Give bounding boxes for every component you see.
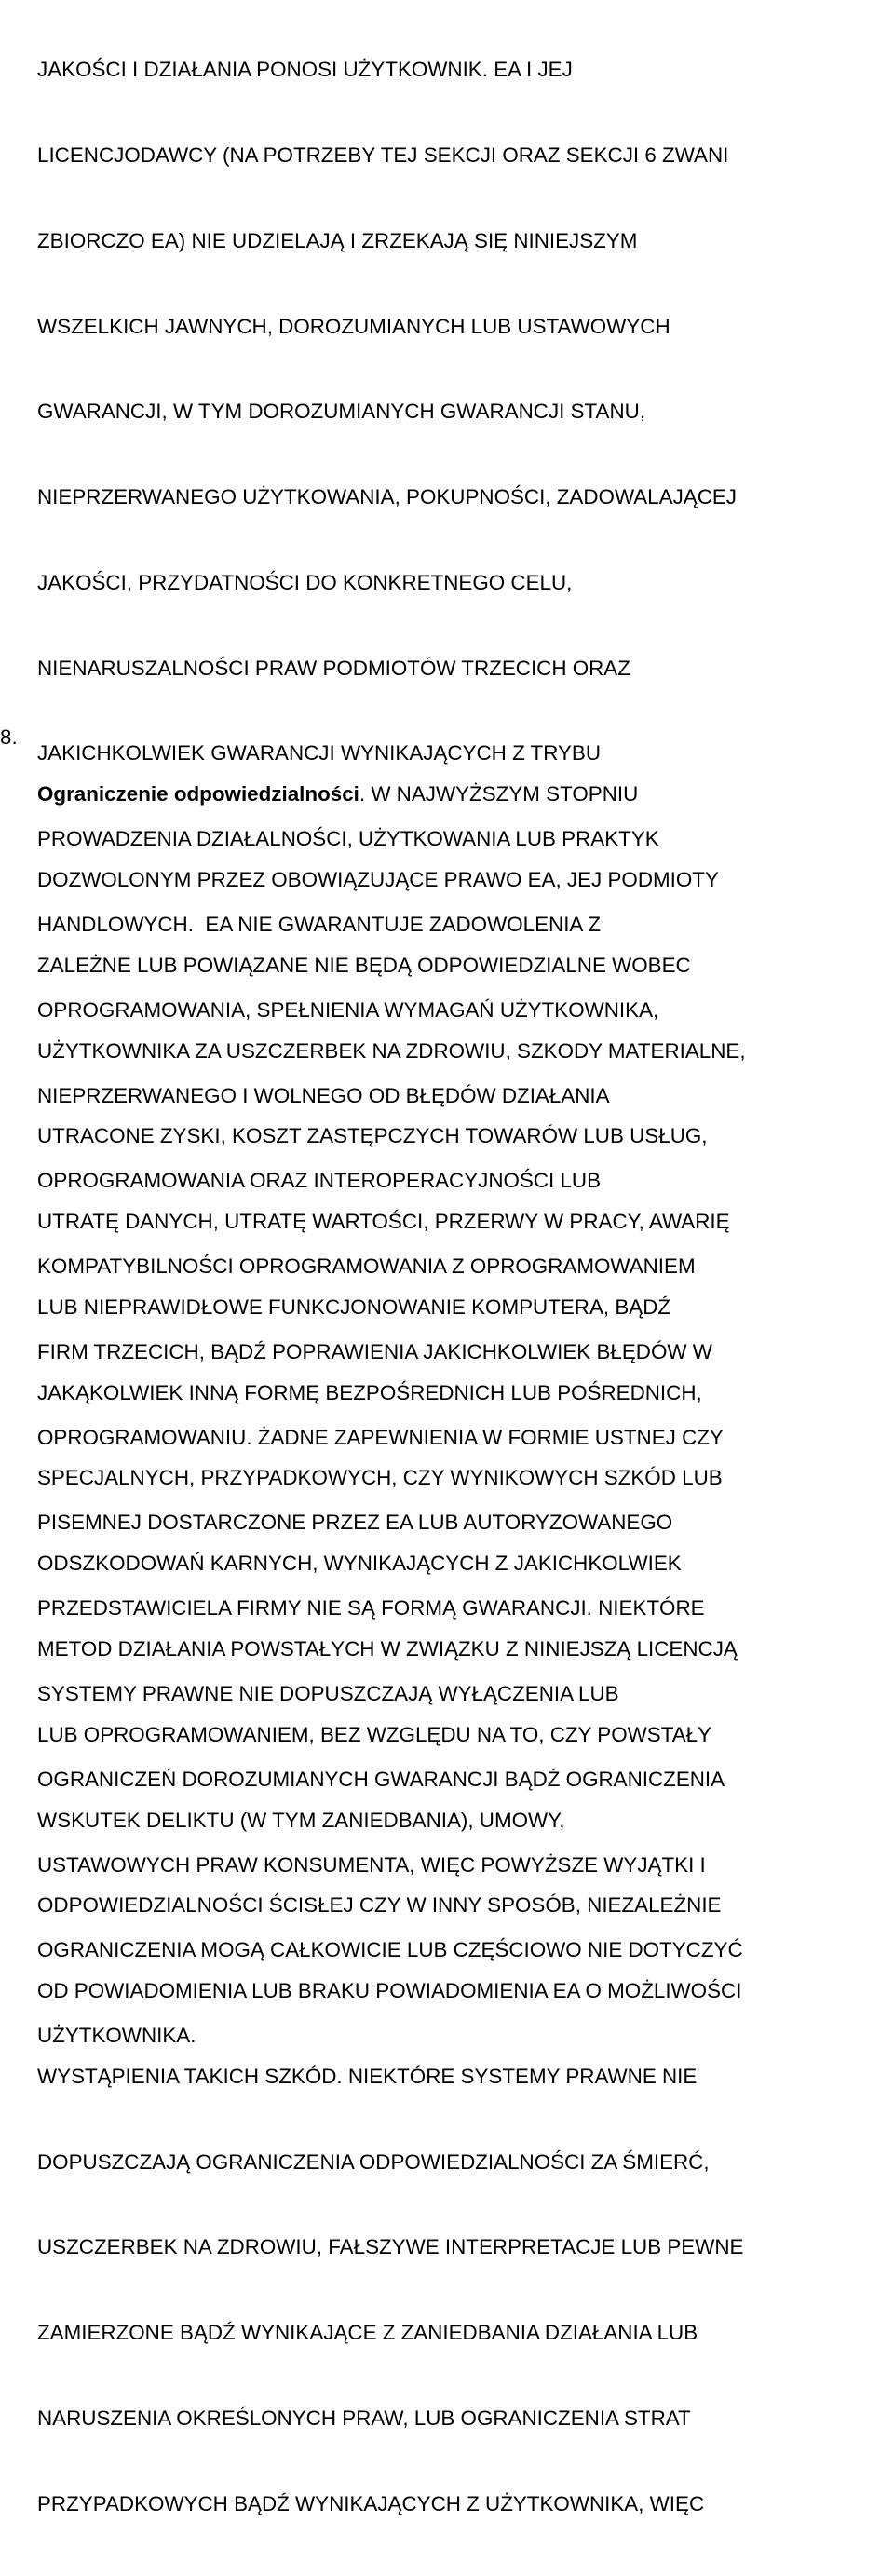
text-line: ZAMIERZONE BĄDŹ WYNIKAJĄCE Z ZANIEDBANIA DZIAŁANIA LUB [37,2321,698,2345]
section-heading-suffix: . [359,782,366,807]
text-line: FIRM TRZECICH, BĄDŹ POPRAWIENIA JAKICHKOLWIEK BŁĘDÓW W [37,1339,712,1363]
text-line: SYSTEMY PRAWNE NIE DOPUSZCZAJĄ WYŁĄCZENIA LUB [37,1682,619,1706]
text-line: JAKOŚCI I DZIAŁANIA PONOSI UŻYTKOWNIK. EA I JEJ [37,58,573,82]
text-line: OGRANICZEŃ DOROZUMIANYCH GWARANCJI BĄDŹ OGRANICZENIA [37,1767,725,1791]
text-line: ODPOWIEDZIALNOŚCI ŚCISŁEJ CZY W INNY SPOSÓB, NIEZALEŻNIE [37,1893,722,1918]
text-line: JAKOŚCI, PRZYDATNOŚCI DO KONKRETNEGO CELU, [37,570,573,594]
section-8-body [37,724,746,2576]
text-line: OPROGRAMOWANIA, SPEŁNIENIA WYMAGAŃ UŻYTKOWNIKA, [37,997,659,1022]
text-line: LUB OPROGRAMOWANIEM, BEZ WZGLĘDU NA TO, CZY POWSTAŁY [37,1722,712,1746]
text-line: NIEPRZERWANEGO UŻYTKOWANIA, POKUPNOŚCI, ZADOWALAJĄCEJ [37,485,738,509]
text-line: PRZEDSTAWICIELA FIRMY NIE SĄ FORMĄ GWARANCJI. NIEKTÓRE [37,1596,705,1620]
text-line: DOZWOLONYM PRZEZ OBOWIĄZUJĄCE PRAWO EA, JEJ PODMIOTY [37,867,719,891]
text-line: WSKUTEK DELIKTU (W TYM ZANIEDBANIA), UMOWY, [37,1808,565,1832]
text-line: USTAWOWYCH PRAW KONSUMENTA, WIĘC POWYŻSZE WYJĄTKI I [37,1852,706,1877]
text-line: GWARANCJI, W TYM DOROZUMIANYCH GWARANCJI STANU, [37,400,646,424]
text-line: OPROGRAMOWANIU. ŻADNE ZAPEWNIENIA W FORMIE USTNEJ CZY [37,1425,724,1449]
section-number: 8. [0,725,18,749]
text-line: WYSTĄPIENIA TAKICH SZKÓD. NIEKTÓRE SYSTEMY PRAWNE NIE [37,2064,698,2088]
text-line: NIENARUSZALNOŚCI PRAW PODMIOTÓW TRZECICH ORAZ [37,656,630,680]
text-line: SPECJALNYCH, PRZYPADKOWYCH, CZY WYNIKOWYCH SZKÓD LUB [37,1466,723,1490]
text-line: UTRATĘ DANYCH, UTRATĘ WARTOŚCI, PRZERWY W PRACY, AWARIĘ [37,1210,730,1234]
text-line: JAKICHKOLWIEK GWARANCJI WYNIKAJĄCYCH Z TRYBU [37,741,602,766]
text-line: NARUSZENIA OKREŚLONYCH PRAW, LUB OGRANICZENIA STRAT [37,2407,691,2431]
text-line: LICENCJODAWCY (NA POTRZEBY TEJ SEKCJI ORAZ SEKCJI 6 ZWANI [37,142,729,167]
text-line: UŻYTKOWNIKA ZA USZCZERBEK NA ZDROWIU, SZKODY MATERIALNE, [37,1038,746,1063]
text-line: METOD DZIAŁANIA POWSTAŁYCH W ZWIĄZKU Z NINIEJSZĄ LICENCJĄ [37,1637,738,1661]
text-line: PISEMNEJ DOSTARCZONE PRZEZ EA LUB AUTORYZOWANEGO [37,1511,673,1535]
text-line: LUB NIEPRAWIDŁOWE FUNKCJONOWANIE KOMPUTERA, BĄDŹ [37,1295,671,1319]
section-first-line-text: W NAJWYŻSZYM STOPNIU [365,782,639,807]
text-line: ZALEŻNE LUB POWIĄZANE NIE BĘDĄ ODPOWIEDZIALNE WOBEC [37,953,691,977]
text-line: DOPUSZCZAJĄ OGRANICZENIA ODPOWIEDZIALNOŚCI ZA ŚMIERĆ, [37,2149,710,2174]
section-heading: Ograniczenie odpowiedzialności [37,782,359,807]
text-line: NIEPRZERWANEGO I WOLNEGO OD BŁĘDÓW DZIAŁANIA [37,1083,610,1107]
section-first-line [37,780,746,809]
text-line: HANDLOWYCH. EA NIE GWARANTUJE ZADOWOLENIA Z [37,913,602,936]
text-line: WSZELKICH JAWNYCH, DOROZUMIANYCH LUB USTAWOWYCH [37,314,670,338]
text-line: OD POWIADOMIENIA LUB BRAKU POWIADOMIENIA EA O MOŻLIWOŚCI [37,1979,742,2003]
text-line: UTRACONE ZYSKI, KOSZT ZASTĘPCZYCH TOWARÓW LUB USŁUG, [37,1124,708,1148]
text-line: OPROGRAMOWANIA ORAZ INTEROPERACYJNOŚCI LUB [37,1169,602,1193]
text-line: KOMPATYBILNOŚCI OPROGRAMOWANIA Z OPROGRAMOWANIEM [37,1254,696,1279]
text-line: UŻYTKOWNIKA. [37,2024,196,2048]
text-line: JAKĄKOLWIEK INNĄ FORMĘ BEZPOŚREDNICH LUB POŚREDNICH, [37,1380,702,1404]
text-line: OGRANICZENIA MOGĄ CAŁKOWICIE LUB CZĘŚCIOWO NIE DOTYCZYĆ [37,1938,743,1962]
text-line: PROWADZENIA DZIAŁALNOŚCI, UŻYTKOWANIA LUB PRAKTYK [37,827,659,851]
text-line: PRZYPADKOWYCH BĄDŹ WYNIKAJĄCYCH Z UŻYTKOWNIKA, WIĘC [37,2491,705,2515]
text-line: ODSZKODOWAŃ KARNYCH, WYNIKAJĄCYCH Z JAKICHKOLWIEK [37,1552,682,1576]
text-line: USZCZERBEK NA ZDROWIU, FAŁSZYWE INTERPRETACJE LUB PEWNE [37,2235,744,2259]
text-line: ZBIORCZO EA) NIE UDZIELAJĄ I ZRZEKAJĄ SIĘ NINIEJSZYM [37,228,638,252]
